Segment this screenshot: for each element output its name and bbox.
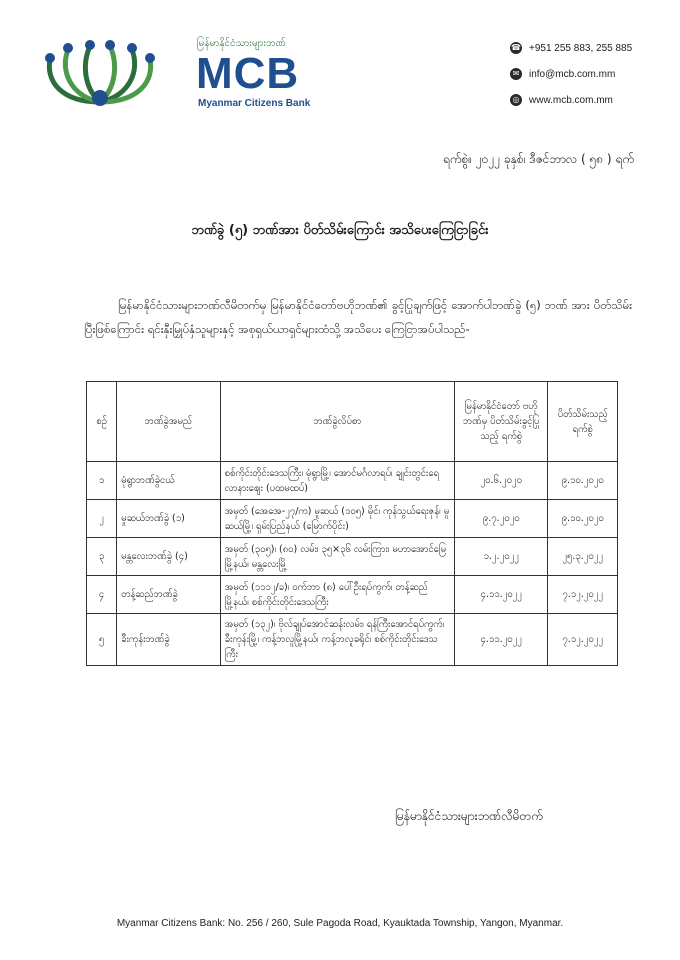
cell-branch-name: တန့်ဆည်ဘဏ်ခွဲ (117, 576, 220, 614)
col-header-closing-date: ပိတ်သိမ်းသည့် ရက်စွဲ (548, 382, 618, 462)
col-header-no: စဉ် (87, 382, 117, 462)
footer-address: Myanmar Citizens Bank: No. 256 / 260, Sule Pagoda Road, Kyauktada Township, Yangon, Myanmar. (116, 918, 564, 929)
cell-address: အမှတ် (၁၁၁၂/ခ)၊ ဝက်ဘာ (၈) ပေါ်ဦးရပ်ကွက်၊ တန့်ဆည်မြို့နယ်၊ စစ်ကိုင်းတိုင်းဒေသကြီး (220, 576, 454, 614)
cell-no: ၁ (87, 462, 117, 500)
table-row (87, 500, 618, 538)
cell-approval-date: ၁.၂.၂၀၂၂ (454, 538, 547, 576)
announcement-title: ဘဏ်ခွဲ (၅) ဘဏ်အား ပိတ်သိမ်းကြောင်း အသိပေးကြေငြာခြင်း (191, 223, 489, 238)
cell-no: ၄ (87, 576, 117, 614)
cell-closing-date: ၉.၁၀.၂၀၂၀ (548, 500, 618, 538)
cell-closing-date: ၂၅.၃.၂၀၂၂ (548, 538, 618, 576)
cell-branch-name: ခီးကုန်းဘဏ်ခွဲ (117, 614, 220, 666)
contact-block (510, 40, 670, 118)
cell-address: အမှတ် (၃၀၅)၊ (၈၀) လမ်း၊ ၃၅×၃၆ လမ်းကြား၊ မဟာအောင်မြေမြို့နယ်၊ မန္တလေးမြို့ (220, 538, 454, 576)
globe-icon: ◎ (510, 94, 522, 106)
announcement-paragraph: မြန်မာနိုင်ငံသားများဘဏ်လီမိတက်မှ မြန်မာနိုင်ငံတော်ဗဟိုဘဏ်၏ ခွင့်ပြုချက်ဖြင့် အောက်ပါဘဏ်ခွဲ (၅) ဘဏ် အား ပိတ်သိမ်းပြီးဖြစ်ကြောင်း ရင်းနှီးမြှုပ်နှံသူများနှင့် အစုရှယ်ယာရှင်များထံသို့ အသိပေး ကြေငြာအပ်ပါသည်- (84, 298, 632, 336)
cell-closing-date: ၇.၁၂.၂၀၂၂ (548, 614, 618, 666)
col-header-address: ဘဏ်ခွဲလိပ်စာ (220, 382, 454, 462)
cell-address: အမှတ် (၁၃၂)၊ ဗိုလ်ချုပ်အောင်ဆန်းလမ်း၊ ရန်ကြီးအောင်ရပ်ကွက်၊ ခီးကုန်းမြို့၊ ကန့်ဘလူမြို့နယ်၊ ကန့်ဘလူခရိုင်၊ စစ်ကိုင်းတိုင်းဒေသကြီး (220, 614, 454, 666)
table-row (87, 538, 618, 576)
website-url[interactable]: www.mcb.com.mm (529, 94, 613, 106)
date-line: ရက်စွဲ။ ၂၀၂၂ ခုနှစ်၊ ဒီဇင်ဘာလ ( ၅၈ ) ရက် (442, 152, 634, 166)
cell-branch-name: မှုဆယ်ဘဏ်ခွဲ (၁) (117, 500, 220, 538)
cell-branch-name: မုံရွာဘဏ်ခွဲငယ် (117, 462, 220, 500)
phone-number: +951 255 883, 255 885 (529, 42, 633, 54)
signature-line: မြန်မာနိုင်ငံသားများဘဏ်လီမိတက် (395, 809, 543, 823)
col-header-branch-name: ဘဏ်ခွဲအမည် (117, 382, 220, 462)
cell-no: ၂ (87, 500, 117, 538)
bank-logo (40, 36, 311, 116)
cell-closing-date: ၇.၁၂.၂၀၂၂ (548, 576, 618, 614)
cell-approval-date: ၉.၇.၂၀၂၀ (454, 500, 547, 538)
contact-phone (510, 40, 670, 56)
cell-approval-date: ၄.၁၁.၂၀၂၂ (454, 576, 547, 614)
table-header-row (87, 382, 618, 462)
cell-address: အမှတ် (အေအေ-၂၇/က) မူဆယ် (၁၀၅) မိုင်၊ ကုန်သွယ်ရေးဇုန်၊ မူဆယ်မြို့၊ ရှမ်းပြည်နယ် (မြောက်ပိုင်း) (220, 500, 454, 538)
logo-wordmark: MCB (196, 49, 300, 98)
cell-no: ၃ (87, 538, 117, 576)
cell-branch-name: မန္တလေးဘဏ်ခွဲ (၄) (117, 538, 220, 576)
logo-subtitle: Myanmar Citizens Bank (198, 98, 311, 109)
col-header-approval-date: မြန်မာနိုင်ငံတော် ဗဟိုဘဏ်မှ ပိတ်သိမ်းခွင့်ပြုသည့် ရက်စွဲ (454, 382, 547, 462)
cell-no: ၅ (87, 614, 117, 666)
branch-table (86, 381, 618, 666)
peacock-logo-icon (40, 40, 160, 112)
cell-address: စစ်ကိုင်းတိုင်းဒေသကြီး၊ မုံရွာမြို့၊ အောင်မင်္ဂလာရပ်၊ ချုင်းတွင်းရေလာနားဈေး (ပထမထပ်) (220, 462, 454, 500)
contact-web (510, 92, 670, 108)
cell-approval-date: ၄.၁၁.၂၀၂၂ (454, 614, 547, 666)
contact-email (510, 66, 670, 82)
table-row (87, 614, 618, 666)
cell-approval-date: ၂၀.၆.၂၀၂၀ (454, 462, 547, 500)
logo-burmese-text: မြန်မာနိုင်ငံသားများဘဏ် (197, 38, 286, 49)
phone-icon: ☎ (511, 43, 521, 52)
table-row (87, 576, 618, 614)
cell-closing-date: ၉.၁၀.၂၀၂၀ (548, 462, 618, 500)
mail-icon: ✉ (510, 68, 522, 80)
email-address[interactable]: info@mcb.com.mm (529, 68, 616, 80)
table-row (87, 462, 618, 500)
